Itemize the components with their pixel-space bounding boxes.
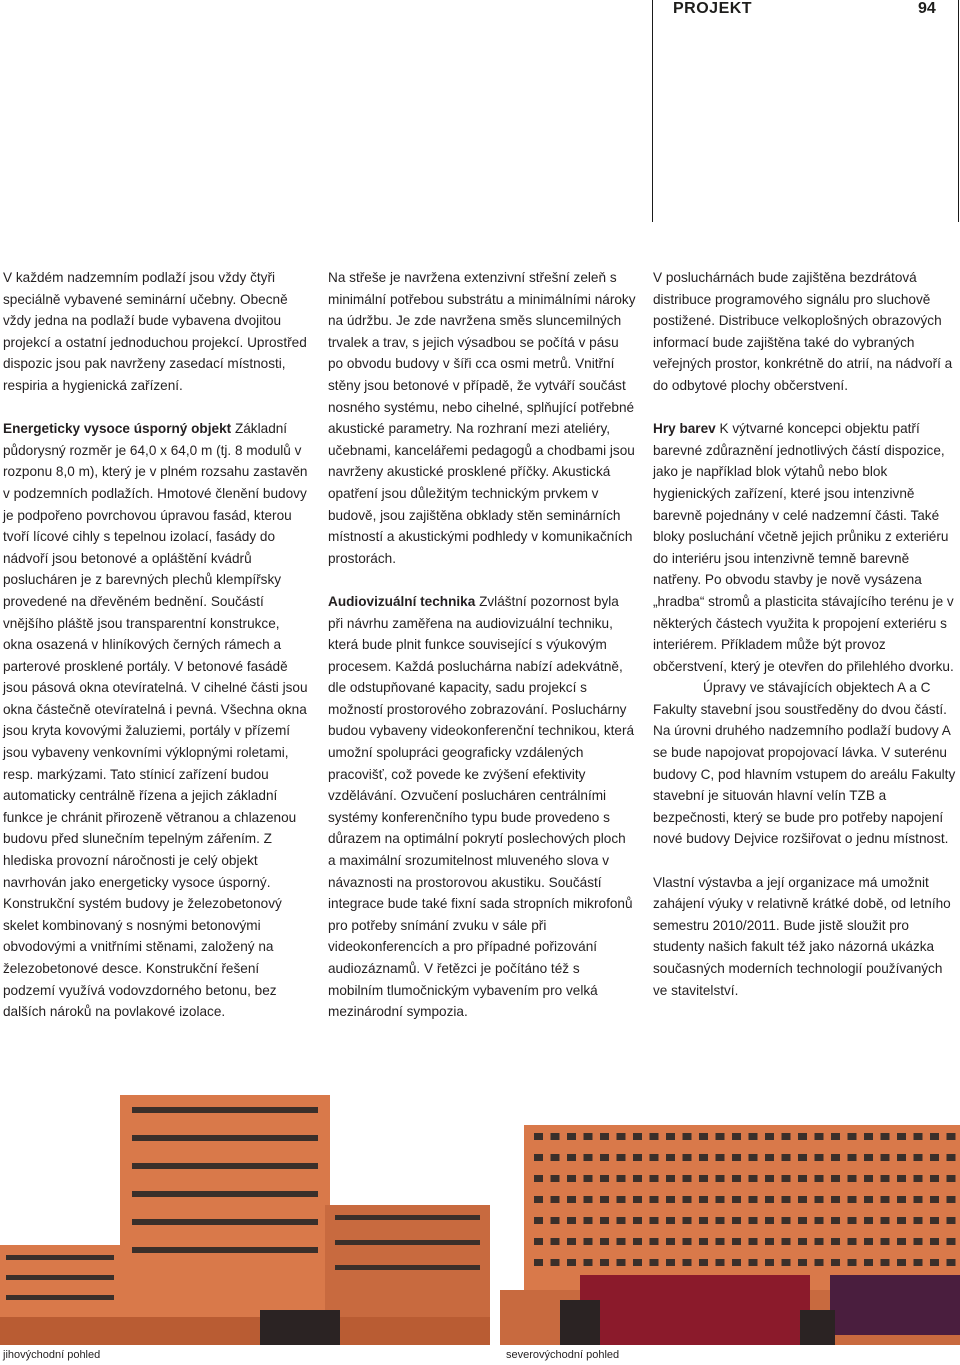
- caption-northeast: severovýchodní pohled: [506, 1349, 620, 1361]
- paragraph: Energeticky vysoce úsporný objekt Základní půdorysný rozměr je 64,0 x 64,0 m (tj. 8 modulů v rozponu 8,0 m), který je v plném rozsahu zastavěn v podzemních podlažích. Hmotové členění budovy je podpořeno povrchovou úpravou fasád, kterou tvoří lícové cihly s tepelnou izolací, fasády do nádvoří jsou betonové a opláštění kvádrů poslucháren je z barevných plechů klempířsky provedené na dřevěném bednění. Součástí vnějšího pláště jsou transparentní konstrukce, okna osazená v hliníkových černých rámech a parterové prosklené portály. V betonové fasádě jsou pásová okna otevíratelná. V cihelné části jsou okna částečně otevíratelná i pevná. Všechna okna jsou kryta kovovými žaluziemi, portály v přízemí jsou vybaveny venkovními výklopnými roletami, resp. markýzami. Tato stínicí zařízení budou automaticky centrálně řízena a jejich základní funkce je chránit přirozeně větranou a chlazenou budovu před slunečním tepelným zářením. Z hlediska provozní náročnosti je celý objekt navrhován jako energeticky vysoce úsporný. Konstrukční systém budovy je železobetonový skelet kombinovaný s nosnými betonovými obvodovými a vnitřními stěnami, založený na železobetonové desce. Konstrukční řešení podzemí využívá vodovzdorného betonu, bez dalších nároků na povlakové izolace.: [3, 421, 308, 1020]
- paragraph: Audiovizuální technika Zvláštní pozornost byla při návrhu zaměřena na audiovizuální techniku, která bude plnit funkce související s výukovým procesem. Každá posluchárna nabízí adekvátně, dle odstupňované kapacity, sadu projekcí s možností prostorového zobrazování. Posluchárny budou vybaveny videokonferenční technikou, která umožní spolupráci geograficky vzdálených pracovišť, což povede ke zvýšení efektivity vzdělávání. Ozvučení poslucháren centrálními systémy konferenčního typu bude provedeno s důrazem na optimální pokrytí poslechových ploch a maximální srozumitelnost mluveného slova v návaznosti na prostorovou akustiku. Součástí integrace bude také fixní sada stropních mikrofonů pro potřeby snímání zvuku v sále při videokonferencích a pro případné pořizování audiozáznamů. V řetězci je počítáno též s mobilním tlumočnickým vybavením pro velká mezinárodní sympozia.: [328, 593, 635, 1020]
- text-column-2: [328, 267, 636, 1044]
- paragraph: V každém nadzemním podlaží jsou vždy čtyři speciálně vybavené seminární učebny. Obecně vždy jedna na podlaží bude vybavena dvojitou projekcí a ostatní jednoduchou projekcí. Uprostřed dispozic jsou pak navrženy zasedací místnosti, respiria a hygienická zařízení.: [3, 270, 307, 393]
- header-rule-right: [958, 0, 959, 222]
- paragraph-heading: Hry barev: [653, 421, 716, 437]
- paragraph: Na střeše je navržena extenzivní střešní zeleň s minimální potřebou substrátu a minimálními nároky na údržbu. Je zde navržena směs sluncemilných trvalek a trav, s jejich výsadbou se počítá v pásu po obvodu budovy v šíři cca osmi metrů. Vnitřní stěny jsou betonové v případě, že vytváří součást nosného systému, nebo cihelné, splňující potřebné akustické parametry. Na rozhraní mezi ateliéry, učebnami, kancelářemi pedagogů a chodbami jsou navrženy akustické prosklené příčky. Akustická opatření jsou důležitým technickým prvkem v budově, jsou zajištěna obklady stěn seminárních místností a akustickými podhledy v komunikačních prostorách.: [328, 270, 636, 566]
- paragraph-heading: Audiovizuální technika: [328, 593, 476, 609]
- text-column-1: [3, 267, 308, 1044]
- caption-southeast: jihovýchodní pohled: [3, 1349, 101, 1361]
- paragraph-heading: Energeticky vysoce úsporný objekt: [3, 421, 232, 437]
- paragraph: Hry barev K výtvarné koncepci objektu patří barevné zdůraznění jednotlivých částí dispozice, jako je například blok výtahů nebo blok hygienických zařízení, které jsou intenzivně barevně pojednány v celé nadzemní části. Také bloky posluchání včetně jejich průniku z exteriéru do interiéru jsou intenzivně temně barevně natřeny. Po obvodu stavby je nově vysázena „hradba“ stromů a plasticita stávajícího terénu je v některých částech využita k propojení exteriéru s interiérem. Příkladem může být provoz občerstvení, který je otevřen do přilehlého dvorku.: [653, 421, 954, 674]
- header-rule-left: [652, 0, 653, 222]
- southeast-elevation-image: [0, 1095, 490, 1345]
- text-column-3: [653, 267, 958, 1023]
- section-title: PROJEKT: [673, 0, 753, 17]
- paragraph: Vlastní výstavba a její organizace má umožnit zahájení výuky v relativně krátké době, od letního semestru 2010/2011. Bude jistě sloužit pro studenty našich fakult též jako názorná ukázka současných moderních technologií používaných ve stavitelství.: [653, 874, 951, 998]
- paragraph: Úpravy ve stávajících objektech A a C Fakulty stavební jsou soustředěny do dvou částí. Na úrovni druhého nadzemního podlaží budovy A se bude napojovat propojovací lávka. V suterénu budovy C, pod hlavním vstupem do areálu Fakulty stavební je situován hlavní velín TZB a bezpečnosti, který se bude pro potřeby napojení nové budovy Dejvice rozšiřovat o jednu místnost.: [653, 680, 956, 847]
- page-number: 94: [918, 0, 936, 17]
- paragraph: V posluchárnách bude zajištěna bezdrátová distribuce programového signálu pro sluchově postižené. Distribuce velkoplošných obrazových informací bude zajištěna také do vybraných veřejných prostor, konkrétně do atrií, na nádvoří a do odbytové plochy občerstvení.: [653, 270, 953, 393]
- northeast-elevation-image: [500, 1125, 960, 1345]
